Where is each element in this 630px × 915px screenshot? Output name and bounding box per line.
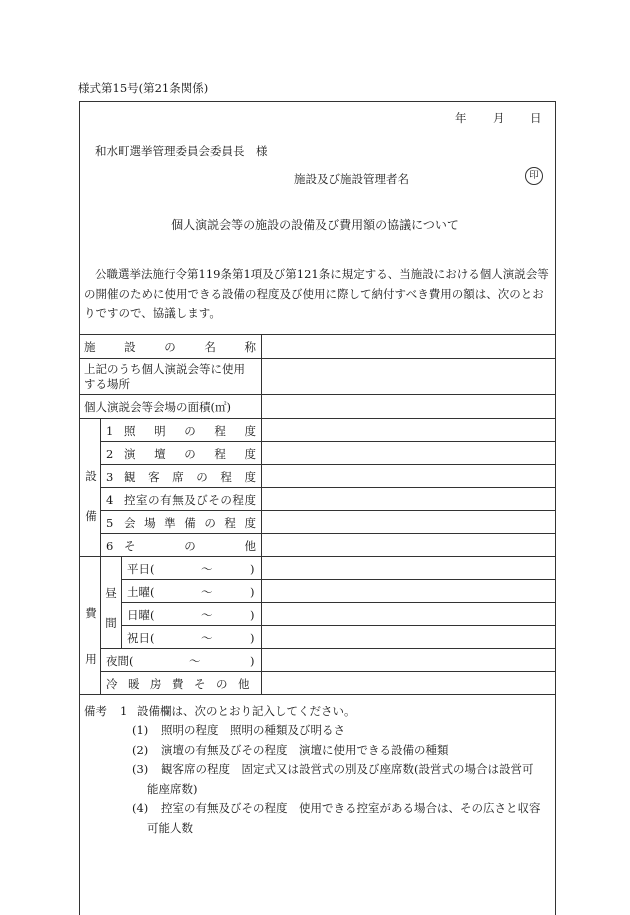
body-line-3: りですので、協議します。	[84, 306, 221, 320]
cost-group-label: 費用	[85, 606, 97, 666]
remark-subitem-text: 照明の程度 照明の種類及び明るさ	[161, 723, 345, 737]
equipment-row-label: 演 壇 の 程 度	[124, 447, 256, 461]
document-title: 個人演説会等の施設の設備及び費用額の協議について	[171, 218, 459, 232]
remarks-item-text: 設備欄は、次のとおり記入してください。	[137, 704, 356, 718]
facility-name-label: 施 設 の 名 称	[84, 340, 256, 354]
table-row-line	[100, 510, 556, 511]
remark-subitem-text: 可能人数	[147, 820, 193, 835]
cost-row-close: )	[250, 608, 255, 622]
table-row-line	[121, 625, 556, 626]
addressee: 和水町選挙管理委員会委員長 様	[95, 144, 268, 158]
seal-mark: 印	[525, 167, 543, 185]
equipment-row-number: 6	[106, 539, 114, 553]
remark-subitem-text: 演壇の有無及びその程度 演壇に使用できる設備の種類	[161, 742, 449, 757]
table-col-line	[100, 418, 101, 694]
cost-row-label: 平日(	[127, 562, 155, 576]
venue-label-line2: する場所	[84, 377, 130, 391]
night-tilde: ～	[189, 654, 201, 668]
table-row-line	[100, 533, 556, 534]
remark-subitem-text: 観客席の程度 固定式又は設営式の別及び座席数(設営式の場合は設営可	[161, 762, 534, 776]
daytime-group-label: 昼間	[105, 586, 117, 630]
table-row-line	[100, 441, 556, 442]
cost-row-tilde: ～	[201, 631, 213, 645]
equipment-row-number: 5	[106, 516, 114, 530]
table-top-border	[79, 334, 556, 335]
table-row-line	[79, 394, 556, 395]
remark-subitem-text: 能座席数)	[147, 781, 198, 796]
cost-row-close: )	[250, 585, 255, 599]
facility-manager-label: 施設及び施設管理者名	[294, 172, 409, 186]
table-row-line	[100, 487, 556, 488]
remark-subitem-text: 控室の有無及びその程度 使用できる控室がある場合は、その広さと収容	[161, 801, 541, 815]
cost-row-close: )	[250, 631, 255, 645]
equipment-group-label: 設備	[85, 469, 97, 523]
area-label: 個人演説会等会場の面積(㎡)	[84, 400, 231, 414]
table-row-line	[100, 671, 556, 672]
table-row-line	[79, 358, 556, 359]
venue-label-line1: 上記のうち個人演説会等に使用	[84, 362, 245, 376]
table-row-line	[79, 556, 556, 557]
night-label: 夜間(	[106, 654, 134, 668]
equipment-row-label: 控 室 の 有 無 及 び そ の 程 度	[124, 493, 256, 507]
cost-row-label: 祝日(	[127, 631, 155, 645]
equipment-row-label: 観 客 席 の 程 度	[124, 470, 256, 484]
form-number: 様式第15号(第21条関係)	[78, 81, 209, 95]
equipment-row-label: 会 場 準 備 の 程 度	[124, 516, 256, 530]
remark-subitem-number: (4)	[132, 801, 149, 815]
remarks-heading: 備考	[84, 704, 107, 718]
cost-row-tilde: ～	[201, 562, 213, 576]
cost-row-label: 土曜(	[127, 585, 155, 599]
body-line-2: の開催のために使用できる設備の程度及び使用に際して納付すべき費用の額は、次のとお	[84, 286, 544, 301]
cost-row-label: 日曜(	[127, 608, 155, 622]
cost-row-tilde: ～	[201, 585, 213, 599]
table-row-line	[121, 579, 556, 580]
night-close: )	[250, 654, 255, 668]
table-row-line	[79, 418, 556, 419]
heating-label: 冷暖房費その他	[106, 677, 260, 691]
cost-row-close: )	[250, 562, 255, 576]
table-row-line	[100, 648, 556, 649]
equipment-row-label: 照 明 の 程 度	[124, 424, 256, 438]
date-month-label: 月	[493, 111, 505, 125]
table-col-line	[261, 334, 262, 694]
equipment-row-number: 4	[106, 493, 114, 507]
equipment-row-label: そ の 他	[124, 539, 256, 553]
cost-row-tilde: ～	[201, 608, 213, 622]
table-row-line	[121, 602, 556, 603]
remarks-item-number: 1	[120, 704, 128, 718]
body-line-1: 公職選挙法施行令第119条第1項及び第121条に規定する、当施設における個人演説会等	[95, 267, 549, 281]
equipment-row-number: 1	[106, 424, 114, 438]
date-year-label: 年	[455, 111, 467, 125]
body-paragraph	[84, 265, 554, 324]
equipment-row-number: 3	[106, 470, 114, 484]
remark-subitem-number: (2)	[132, 742, 149, 757]
remark-subitem-number: (3)	[132, 762, 149, 776]
table-bottom-border	[79, 694, 556, 695]
date-day-label: 日	[530, 111, 542, 125]
table-row-line	[100, 464, 556, 465]
remark-subitem-number: (1)	[132, 723, 149, 737]
equipment-row-number: 2	[106, 447, 114, 461]
table-col-line	[121, 556, 122, 648]
